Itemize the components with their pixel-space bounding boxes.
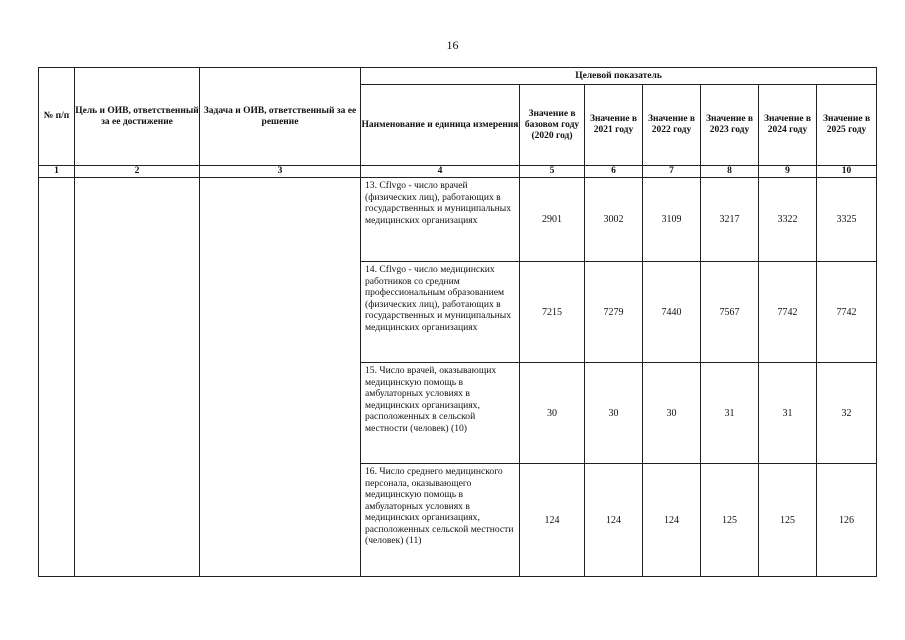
column-number: 6 — [585, 166, 643, 178]
value-2021: 3002 — [585, 178, 643, 262]
header-task: Задача и ОИВ, ответственный за ее решение — [200, 68, 361, 166]
table-row — [39, 178, 877, 262]
header-goal: Цель и ОИВ, ответственный за ее достижение — [75, 68, 200, 166]
header-2021: Значение в 2021 году — [585, 85, 643, 166]
header-2023: Значение в 2023 году — [701, 85, 759, 166]
value-2024: 3322 — [759, 178, 817, 262]
indicator-name: 15. Число врачей, оказывающих медицинскую помощь в амбулаторных условиях в медицинских организациях, расположенных в сельской местности (человек) (10) — [361, 363, 520, 464]
header-indicator-name: Наименование и единица измерения — [361, 85, 520, 166]
indicator-name: 16. Число среднего медицинского персонала, оказывающего медицинскую помощь в амбулаторных условиях в медицинских организациях, расположенных сельской местности (человек) (11) — [361, 464, 520, 577]
value-2022: 124 — [643, 464, 701, 577]
column-number: 5 — [520, 166, 585, 178]
value-2022: 30 — [643, 363, 701, 464]
header-2024: Значение в 2024 году — [759, 85, 817, 166]
cell-number-empty — [39, 178, 75, 577]
value-base-year: 124 — [520, 464, 585, 577]
header-2022: Значение в 2022 году — [643, 85, 701, 166]
value-2024: 125 — [759, 464, 817, 577]
column-number: 8 — [701, 166, 759, 178]
value-base-year: 2901 — [520, 178, 585, 262]
value-2023: 31 — [701, 363, 759, 464]
value-2025: 126 — [817, 464, 877, 577]
value-base-year: 30 — [520, 363, 585, 464]
value-2022: 7440 — [643, 262, 701, 363]
value-2023: 125 — [701, 464, 759, 577]
header-2025: Значение в 2025 году — [817, 85, 877, 166]
value-2022: 3109 — [643, 178, 701, 262]
column-number: 7 — [643, 166, 701, 178]
cell-goal-empty — [75, 178, 200, 577]
column-number: 4 — [361, 166, 520, 178]
value-2024: 31 — [759, 363, 817, 464]
indicator-name: 14. Cflvgo - число медицинских работников со средним профессиональным образованием (физических лиц), работающих в государственных и муниципальных медицинских организациях — [361, 262, 520, 363]
value-2021: 7279 — [585, 262, 643, 363]
value-2021: 124 — [585, 464, 643, 577]
column-number: 3 — [200, 166, 361, 178]
value-2024: 7742 — [759, 262, 817, 363]
cell-task-empty — [200, 178, 361, 577]
header-number: № п/п — [39, 68, 75, 166]
value-2023: 7567 — [701, 262, 759, 363]
header-target-indicator: Целевой показатель — [361, 68, 877, 85]
value-2025: 7742 — [817, 262, 877, 363]
target-indicators-table — [38, 67, 877, 577]
header-base-year: Значение в базовом году (2020 год) — [520, 85, 585, 166]
page-number: 16 — [446, 38, 459, 52]
column-number: 10 — [817, 166, 877, 178]
value-2025: 32 — [817, 363, 877, 464]
value-2023: 3217 — [701, 178, 759, 262]
column-number: 9 — [759, 166, 817, 178]
value-base-year: 7215 — [520, 262, 585, 363]
indicator-name: 13. Cflvgo - число врачей (физических лиц), работающих в государственных и муниципальных медицинских организациях — [361, 178, 520, 262]
column-number: 1 — [39, 166, 75, 178]
value-2025: 3325 — [817, 178, 877, 262]
value-2021: 30 — [585, 363, 643, 464]
column-number: 2 — [75, 166, 200, 178]
